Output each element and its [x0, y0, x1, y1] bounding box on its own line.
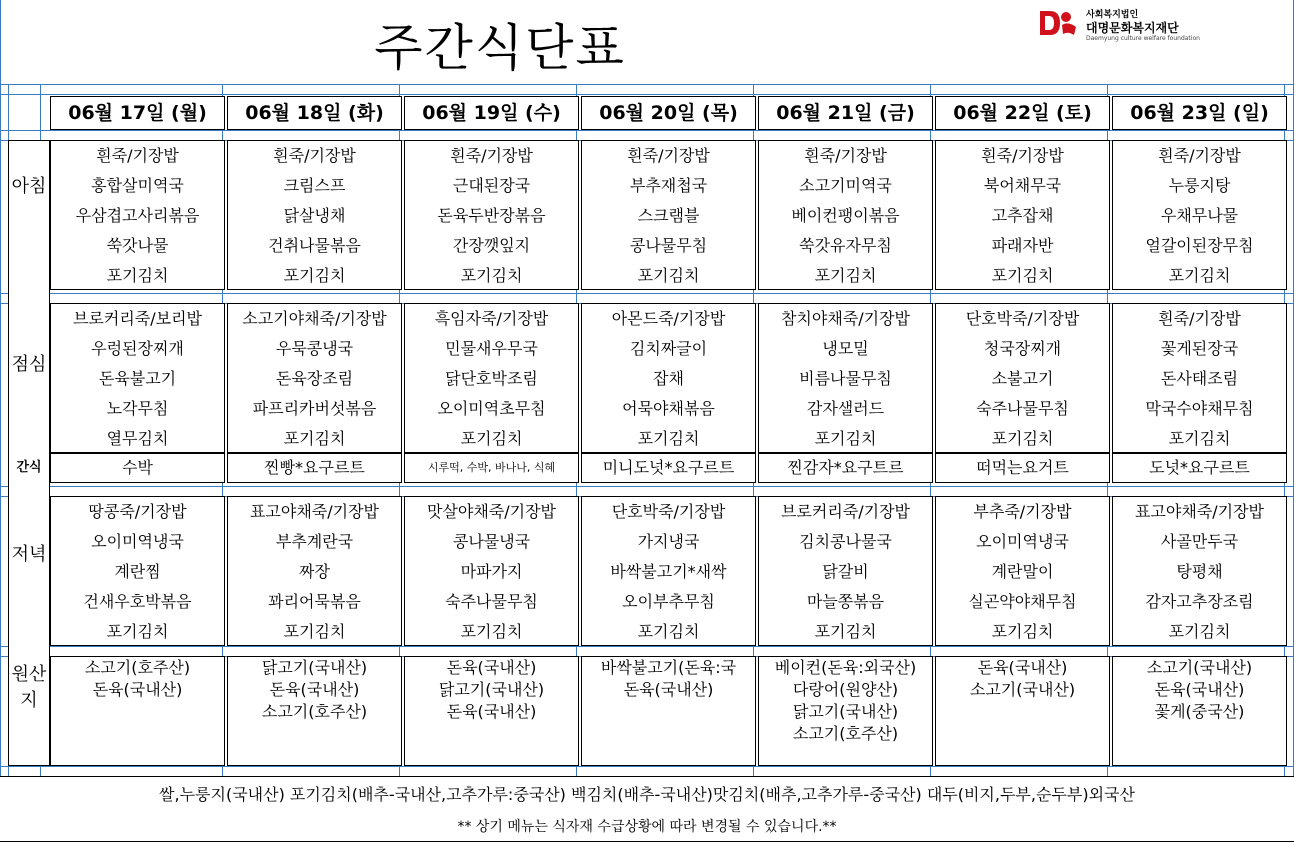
menu-item: 닭갈비	[822, 562, 869, 581]
breakfast-menu	[50, 140, 225, 290]
menu-item: 부추계란국	[275, 532, 354, 551]
snack-menu: 도넛*요구르트	[1112, 453, 1287, 483]
menu-item: 땅콩죽/기장밥	[88, 502, 187, 521]
menu-item: 파프리카버섯볶음	[252, 399, 377, 418]
menu-item: 소고기야채죽/기장밥	[242, 309, 387, 328]
menu-item: 청국장찌개	[983, 339, 1062, 358]
lunch-menu	[758, 303, 933, 453]
menu-item: 부추죽/기장밥	[973, 502, 1072, 521]
menu-item: 바싹불고기*새싹	[610, 562, 727, 581]
dinner-menu	[227, 496, 402, 646]
origin-info	[581, 656, 756, 766]
menu-item: 흰죽/기장밥	[1158, 309, 1241, 328]
menu-item: 부추재첩국	[629, 176, 708, 195]
dinner-menu	[581, 496, 756, 646]
origin-item: 돈육(국내산)	[977, 658, 1068, 677]
day-date: 06월 20일 (목)	[581, 96, 756, 130]
menu-item: 오이미역냉국	[976, 532, 1069, 551]
origin-item: 돈육(국내산)	[269, 680, 360, 699]
menu-item: 잡채	[653, 369, 684, 388]
menu-item: 탕평채	[1176, 562, 1223, 581]
day-date: 06월 23일 (일)	[1112, 96, 1287, 130]
menu-item: 포기김치	[637, 429, 700, 448]
breakfast-menu	[227, 140, 402, 290]
menu-item: 우채무나물	[1160, 206, 1239, 225]
menu-item: 크림스프	[283, 176, 346, 195]
origin-info	[404, 656, 579, 766]
day-date: 06월 21일 (금)	[758, 96, 933, 130]
origin-item: 다랑어(원양산)	[792, 680, 899, 699]
origin-item: 소고기(호주산)	[261, 702, 368, 721]
menu-item: 오이부추무침	[622, 592, 715, 611]
foundation-type: 사회복지법인	[1086, 10, 1139, 20]
menu-item: 브로커리죽/기장밥	[780, 502, 911, 521]
menu-item: 흰죽/기장밥	[1158, 146, 1241, 165]
foundation-name: 대명문화복지재단	[1086, 21, 1179, 35]
foundation-english-name: Daemyung culture welfare foundation	[1086, 35, 1200, 42]
menu-item: 브로커리죽/보리밥	[72, 309, 203, 328]
row-label-breakfast: 아침	[11, 176, 47, 197]
origin-info	[935, 656, 1110, 766]
menu-item: 꽈리어묵볶음	[268, 592, 361, 611]
origin-info	[1112, 656, 1287, 766]
day-date: 06월 18일 (화)	[227, 96, 402, 130]
menu-item: 간장깻잎지	[452, 236, 531, 255]
menu-item: 감자샐러드	[806, 399, 885, 418]
menu-item: 포기김치	[460, 622, 523, 641]
row-label-dinner: 저녁	[11, 544, 47, 565]
menu-item: 김치짜글이	[629, 339, 708, 358]
dinner-menu	[935, 496, 1110, 646]
menu-item: 우묵콩냉국	[275, 339, 354, 358]
menu-item: 열무김치	[106, 429, 169, 448]
menu-item: 포기김치	[991, 429, 1054, 448]
menu-item: 비름나물무침	[799, 369, 892, 388]
menu-item: 막국수야채무침	[1145, 399, 1254, 418]
menu-item: 포기김치	[460, 429, 523, 448]
origin-note: 쌀,누룽지(국내산) 포기김치(배추-국내산,고추가루:중국산) 백김치(배추-국내산)맛김치(배추,고추가루-중국산) 대두(비지,두부,순두부)외국산	[159, 785, 1135, 804]
row-label-snack: 간식	[16, 460, 42, 475]
menu-item: 포기김치	[814, 429, 877, 448]
menu-item: 사골만두국	[1160, 532, 1239, 551]
menu-item: 고추잡채	[991, 206, 1054, 225]
snack-menu: 수박	[50, 453, 225, 483]
menu-item: 마파가지	[460, 562, 523, 581]
menu-item: 감자고추장조림	[1145, 592, 1254, 611]
snack-menu: 찐빵*요구르트	[227, 453, 402, 483]
menu-item: 숙주나물무침	[445, 592, 538, 611]
foundation-logo-icon	[1036, 7, 1080, 39]
lunch-menu	[404, 303, 579, 453]
snack-menu: 시루떡, 수박, 바나나, 식혜	[404, 453, 579, 483]
snack-menu: 미니도넛*요구르트	[581, 453, 756, 483]
menu-item: 우삼겹고사리볶음	[75, 206, 200, 225]
origin-item: 베이컨(돈육:외국산)	[774, 658, 917, 677]
menu-item: 포기김치	[1168, 429, 1231, 448]
menu-item: 쑥갓나물	[106, 236, 169, 255]
menu-item: 포기김치	[814, 266, 877, 285]
day-date: 06월 22일 (토)	[935, 96, 1110, 130]
menu-item: 포기김치	[1168, 266, 1231, 285]
lunch-menu	[50, 303, 225, 453]
menu-item: 포기김치	[991, 266, 1054, 285]
menu-item: 북어채무국	[983, 176, 1062, 195]
menu-item: 얼갈이된장무침	[1145, 236, 1254, 255]
menu-item: 스크램블	[637, 206, 700, 225]
menu-item: 참치야채죽/기장밥	[780, 309, 911, 328]
snack-menu: 떠먹는요거트	[935, 453, 1110, 483]
menu-item: 돈육두반장볶음	[437, 206, 546, 225]
menu-item: 누룽지탕	[1168, 176, 1231, 195]
change-notice: ** 상기 메뉴는 식자재 수급상황에 따라 변경될 수 있습니다.**	[457, 819, 837, 835]
menu-item: 근대된장국	[452, 176, 531, 195]
menu-item: 어묵야채볶음	[622, 399, 715, 418]
breakfast-menu	[758, 140, 933, 290]
menu-item: 소불고기	[991, 369, 1054, 388]
menu-item: 김치콩나물국	[799, 532, 892, 551]
menu-item: 포기김치	[460, 266, 523, 285]
lunch-menu	[1112, 303, 1287, 453]
origin-info	[758, 656, 933, 766]
menu-item: 포기김치	[637, 622, 700, 641]
breakfast-menu	[404, 140, 579, 290]
menu-item: 베이컨팽이볶음	[791, 206, 900, 225]
menu-item: 흰죽/기장밥	[627, 146, 710, 165]
menu-item: 단호박죽/기장밥	[965, 309, 1080, 328]
menu-item: 노각무침	[106, 399, 169, 418]
origin-item: 소고기(호주산)	[84, 658, 191, 677]
menu-item: 흰죽/기장밥	[96, 146, 179, 165]
foundation-logo	[1036, 5, 1200, 45]
menu-item: 오이미역냉국	[91, 532, 184, 551]
dinner-menu	[50, 496, 225, 646]
menu-item: 포기김치	[106, 622, 169, 641]
menu-item: 포기김치	[283, 266, 346, 285]
menu-item: 닭살냉채	[283, 206, 346, 225]
origin-item: 소고기(국내산)	[1146, 658, 1253, 677]
menu-item: 맛살야채죽/기장밥	[426, 502, 557, 521]
menu-item: 닭단호박조림	[445, 369, 538, 388]
menu-item: 돈육불고기	[98, 369, 177, 388]
menu-item: 포기김치	[1168, 622, 1231, 641]
menu-item: 꽃게된장국	[1160, 339, 1239, 358]
menu-item: 파래자반	[991, 236, 1054, 255]
menu-item: 콩나물무침	[629, 236, 708, 255]
menu-item: 건새우호박볶음	[83, 592, 192, 611]
origin-item: 꽃게(중국산)	[1154, 702, 1245, 721]
row-label-origin: 원산지	[11, 664, 47, 711]
menu-item: 우렁된장찌개	[91, 339, 184, 358]
menu-item: 계란말이	[991, 562, 1054, 581]
origin-item: 소고기(국내산)	[969, 680, 1076, 699]
menu-item: 계란찜	[114, 562, 161, 581]
menu-item: 포기김치	[283, 622, 346, 641]
page-title: 주간식단표	[374, 19, 626, 77]
origin-item: 닭고기(국내산)	[261, 658, 368, 677]
menu-item: 흑임자죽/기장밥	[434, 309, 549, 328]
origin-item: 돈육(국내산)	[446, 702, 537, 721]
snack-menu: 찐감자*요구트르	[758, 453, 933, 483]
menu-item: 마늘쫑볶음	[806, 592, 885, 611]
menu-item: 포기김치	[283, 429, 346, 448]
menu-item: 실곤약야채무침	[968, 592, 1077, 611]
menu-item: 숙주나물무침	[976, 399, 1069, 418]
lunch-menu	[227, 303, 402, 453]
menu-item: 홍합살미역국	[91, 176, 184, 195]
menu-item: 오이미역초무침	[437, 399, 546, 418]
origin-item: 돈육(국내산)	[1154, 680, 1245, 699]
menu-item: 돈육장조림	[275, 369, 354, 388]
menu-item: 단호박죽/기장밥	[611, 502, 726, 521]
menu-item: 포기김치	[814, 622, 877, 641]
menu-item: 콩나물냉국	[452, 532, 531, 551]
breakfast-menu	[1112, 140, 1287, 290]
menu-item: 표고야채죽/기장밥	[249, 502, 380, 521]
menu-item: 흰죽/기장밥	[450, 146, 533, 165]
menu-item: 포기김치	[106, 266, 169, 285]
menu-item: 짜장	[299, 562, 330, 581]
origin-item: 소고기(호주산)	[792, 724, 899, 743]
origin-item: 돈육(국내산)	[446, 658, 537, 677]
dinner-menu	[404, 496, 579, 646]
breakfast-menu	[935, 140, 1110, 290]
origin-info	[50, 656, 225, 766]
lunch-menu	[581, 303, 756, 453]
menu-item: 냉모밀	[822, 339, 869, 358]
origin-item: 닭고기(국내산)	[438, 680, 545, 699]
origin-item: 돈육(국내산)	[92, 680, 183, 699]
menu-item: 흰죽/기장밥	[273, 146, 356, 165]
row-label-lunch: 점심	[11, 354, 47, 375]
origin-item: 바싹불고기(돈육:국	[600, 658, 737, 677]
dinner-menu	[1112, 496, 1287, 646]
day-date: 06월 19일 (수)	[404, 96, 579, 130]
menu-item: 소고기미역국	[799, 176, 892, 195]
menu-item: 포기김치	[991, 622, 1054, 641]
menu-item: 흰죽/기장밥	[804, 146, 887, 165]
origin-item: 돈육(국내산)	[623, 680, 714, 699]
day-date: 06월 17일 (월)	[50, 96, 225, 130]
breakfast-menu	[581, 140, 756, 290]
menu-item: 아몬드죽/기장밥	[611, 309, 726, 328]
menu-item: 포기김치	[637, 266, 700, 285]
origin-info	[227, 656, 402, 766]
menu-item: 가지냉국	[637, 532, 700, 551]
menu-item: 건취나물볶음	[268, 236, 361, 255]
lunch-menu	[935, 303, 1110, 453]
menu-item: 쑥갓유자무침	[799, 236, 892, 255]
dinner-menu	[758, 496, 933, 646]
menu-item: 흰죽/기장밥	[981, 146, 1064, 165]
menu-item: 표고야채죽/기장밥	[1134, 502, 1265, 521]
menu-item: 돈사태조림	[1160, 369, 1239, 388]
menu-item: 민물새우무국	[445, 339, 538, 358]
origin-item: 닭고기(국내산)	[792, 702, 899, 721]
